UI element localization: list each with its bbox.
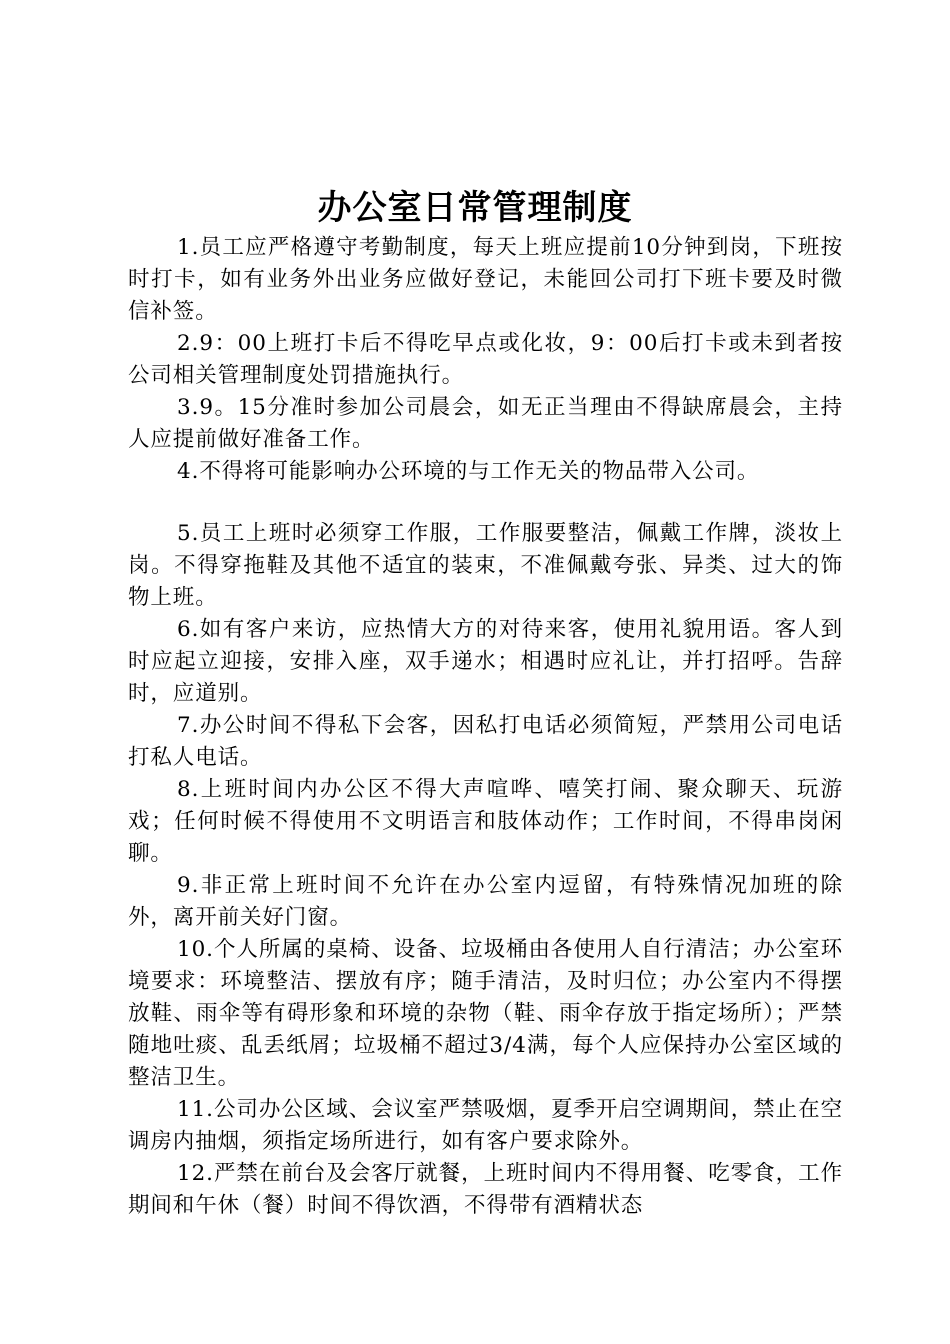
rule-paragraph-2: 2.9：00上班打卡后不得吃早点或化妆，9：00后打卡或未到者按公司相关管理制度处罚措施执行。 — [128, 331, 843, 388]
rule-paragraph-8: 8.上班时间内办公区不得大声喧哗、嘻笑打闹、聚众聊天、玩游戏；任何时候不得使用不文明语言和肢体动作；工作时间，不得串岗闲聊。 — [128, 777, 843, 866]
rule-paragraph-12: 12.严禁在前台及会客厅就餐，上班时间内不得用餐、吃零食，工作期间和午休（餐）时间不得饮酒，不得带有酒精状态 — [128, 1161, 843, 1218]
rule-paragraph-10: 10.个人所属的桌椅、设备、垃圾桶由各使用人自行清洁；办公室环境要求：环境整洁、摆放有序；随手清洁，及时归位；办公室内不得摆放鞋、雨伞等有碍形象和环境的杂物（鞋、雨伞存放于指定场所）；严禁随地吐痰、乱丢纸屑；垃圾桶不超过3/4满，每个人应保持办公室区域的整洁卫生。 — [128, 937, 843, 1090]
rule-paragraph-5: 5.员工上班时必须穿工作服，工作服要整洁，佩戴工作牌，淡妆上岗。不得穿拖鞋及其他不适宜的装束，不准佩戴夸张、异类、过大的饰物上班。 — [128, 521, 843, 610]
rule-paragraph-3: 3.9。15分准时参加公司晨会，如无正当理由不得缺席晨会，主持人应提前做好准备工作。 — [128, 395, 843, 452]
rule-paragraph-11: 11.公司办公区域、会议室严禁吸烟，夏季开启空调期间，禁止在空调房内抽烟，须指定场所进行，如有客户要求除外。 — [128, 1097, 843, 1154]
rule-paragraph-6: 6.如有客户来访，应热情大方的对待来客，使用礼貌用语。客人到时应起立迎接，安排入座，双手递水；相遇时应礼让，并打招呼。告辞时，应道别。 — [128, 617, 843, 706]
rule-paragraph-7: 7.办公时间不得私下会客，因私打电话必须简短，严禁用公司电话打私人电话。 — [128, 713, 843, 770]
rule-paragraph-4: 4.不得将可能影响办公环境的与工作无关的物品带入公司。 — [177, 459, 760, 484]
document-title: 办公室日常管理制度 — [317, 188, 633, 228]
rule-paragraph-1: 1.员工应严格遵守考勤制度，每天上班应提前10分钟到岗，下班按时打卡，如有业务外出业务应做好登记，未能回公司打下班卡要及时微信补签。 — [128, 235, 843, 324]
document-body — [128, 232, 843, 1222]
rule-paragraph-9: 9.非正常上班时间不允许在办公室内逗留，有特殊情况加班的除外，离开前关好门窗。 — [128, 873, 843, 930]
